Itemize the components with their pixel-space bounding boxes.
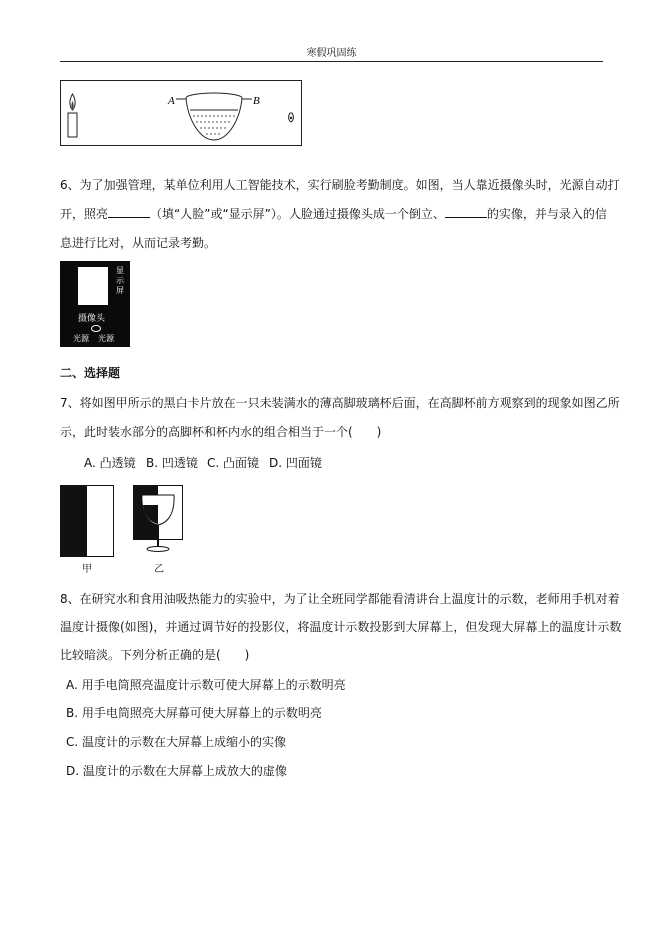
label-b: B bbox=[253, 95, 260, 107]
section-title: 二、选择题 bbox=[60, 366, 121, 380]
light-right-label: 光源 bbox=[98, 334, 114, 343]
q7-option-b[interactable]: B. 凹透镜 bbox=[146, 456, 198, 470]
q7-line2: 示，此时装水部分的高脚杯和杯内水的组合相当于一个( ) bbox=[60, 425, 382, 439]
q7-option-d[interactable]: D. 凹面镜 bbox=[269, 456, 322, 470]
goblet-figure bbox=[133, 485, 183, 557]
camera-lens bbox=[91, 325, 101, 332]
q8-option-b[interactable]: B. 用手电筒照亮大屏幕可使大屏幕上的示数明亮 bbox=[66, 706, 322, 720]
camera-label: 摄像头 bbox=[78, 314, 106, 324]
q7-line1: 7、将如图甲所示的黑白卡片放在一只未装满水的薄高脚玻璃杯后面，在高脚杯前方观察到的现象如图乙所 bbox=[60, 396, 620, 410]
q8-option-a[interactable]: A. 用手电筒照亮温度计示数可使大屏幕上的示数明亮 bbox=[66, 678, 346, 692]
q6-line2 bbox=[60, 205, 607, 222]
q6-line2b: （填“人脸”或“显示屏”）。人脸通过摄像头成一个倒立、 bbox=[150, 207, 445, 221]
label-a: A bbox=[168, 95, 175, 107]
basin bbox=[186, 93, 242, 140]
q8-line1: 8、在研究水和食用油吸热能力的实验中，为了让全班同学都能看清讲台上温度计的示数，老师用手机对着 bbox=[60, 592, 620, 606]
header-rule bbox=[60, 61, 603, 62]
q6-line1: 6、为了加强管理，某单位利用人工智能技术，实行刷脸考勤制度。如图，当人靠近摄像头时，光源自动打 bbox=[60, 178, 620, 192]
caption-jia: 甲 bbox=[82, 564, 92, 575]
eye-icon bbox=[289, 113, 294, 122]
q8-line3: 比较暗淡。下列分析正确的是( ) bbox=[60, 648, 250, 662]
q6-blank2 bbox=[445, 207, 487, 218]
q8-option-d[interactable]: D. 温度计的示数在大屏幕上成放大的虚像 bbox=[66, 764, 287, 778]
card-black-half bbox=[61, 486, 87, 556]
figure-candle-basin bbox=[60, 80, 302, 146]
figure-face-recognition bbox=[60, 261, 130, 347]
screen-label: 显示屏 bbox=[116, 266, 124, 295]
candle-icon bbox=[68, 94, 77, 137]
page-header: 寒假巩固练 bbox=[306, 48, 357, 59]
card-jia bbox=[60, 485, 114, 557]
q7-option-a[interactable]: A. 凸透镜 bbox=[84, 456, 136, 470]
q8-option-c[interactable]: C. 温度计的示数在大屏幕上成缩小的实像 bbox=[66, 735, 287, 749]
q6-line2a: 开，照亮 bbox=[60, 207, 109, 221]
q8-line2: 温度计摄像(如图)，并通过调节好的投影仪，将温度计示数投影到大屏幕上，但发现大屏幕上的温度计示数 bbox=[60, 620, 622, 634]
q6-line3: 息进行比对，从而记录考勤。 bbox=[60, 236, 217, 250]
q6-blank1 bbox=[108, 207, 150, 218]
q7-option-c[interactable]: C. 凸面镜 bbox=[207, 456, 260, 470]
display-screen bbox=[78, 267, 108, 305]
q6-line2c: 的实像，并与录入的信 bbox=[486, 207, 607, 221]
light-left-label: 光源 bbox=[73, 334, 89, 343]
caption-yi: 乙 bbox=[154, 564, 164, 575]
